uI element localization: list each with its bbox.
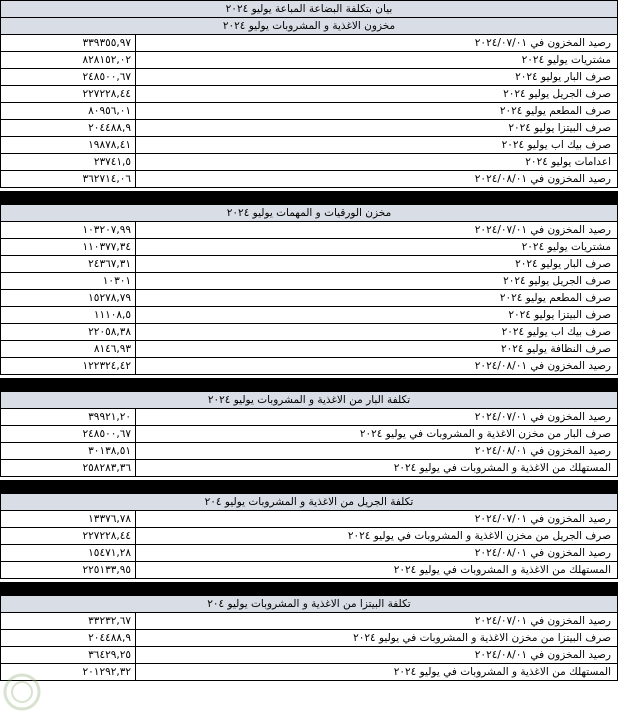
table-row — [0, 528, 618, 545]
row-label: مشتريات يوليو ٢٠٢٤ — [521, 54, 611, 66]
row-value: ٣٦٤٢٩,٢٥ — [1, 647, 136, 663]
row-value: ٢٢٧٢٢٨,٤٤ — [1, 528, 136, 544]
table-row — [0, 137, 618, 154]
row-label: رصيد المخزون في ٢٠٢٤/٠٧/٠١ — [474, 513, 611, 525]
row-label: مشتريات يوليو ٢٠٢٤ — [521, 241, 611, 253]
row-label: المستهلك من الاغذية و المشروبات في يوليو ٢٠٢٤ — [393, 462, 611, 474]
row-value: ٢٢٥١٣٣,٩٥ — [1, 562, 136, 578]
row-label: رصيد المخزون في ٢٠٢٤/٠٨/٠١ — [474, 173, 611, 185]
row-value: ٣٠١٣٨,٥١ — [1, 443, 136, 459]
table-row — [0, 171, 618, 188]
section-divider — [0, 191, 618, 204]
row-label: صرف المطعم يوليو ٢٠٢٤ — [499, 292, 611, 304]
row-label: صرف بيك اب يوليو ٢٠٢٤ — [501, 326, 611, 338]
row-label: صرف البار من مخزن الاغذية و المشروبات في يوليو ٢٠٢٤ — [359, 428, 611, 440]
row-label: اعدامات يوليو ٢٠٢٤ — [525, 156, 611, 168]
table-row — [0, 52, 618, 69]
row-value: ٢٠١٢٩٢,٣٢ — [1, 664, 136, 680]
row-label: رصيد المخزون في ٢٠٢٤/٠٨/٠١ — [474, 547, 611, 559]
row-value: ١١٠٣٧٧,٣٤ — [1, 239, 136, 255]
section-food-beverage-inventory — [0, 18, 618, 188]
row-label: صرف البار يوليو ٢٠٢٤ — [515, 258, 611, 270]
row-value: ٢٠٤٤٨٨,٩ — [1, 630, 136, 646]
row-value: ٣٦٢٧١٤,٠٦ — [1, 171, 136, 187]
table-row — [0, 69, 618, 86]
row-label: المستهلك من الاغذية و المشروبات في يوليو ٢٠٢٤ — [393, 666, 611, 678]
row-value: ٨١٤٦,٩٣ — [1, 341, 136, 357]
section-header: مخزن الورقيات و المهمات يوليو ٢٠٢٤ — [0, 204, 618, 222]
table-row — [0, 443, 618, 460]
table-row — [0, 307, 618, 324]
table-row — [0, 409, 618, 426]
table-row — [0, 103, 618, 120]
row-value: ١٠٣٢٠٧,٩٩ — [1, 222, 136, 238]
row-value: ٢٥٨٢٨٣,٣٦ — [1, 460, 136, 476]
row-label: صرف النظافة يوليو ٢٠٢٤ — [500, 343, 611, 355]
table-row — [0, 154, 618, 171]
table-row — [0, 222, 618, 239]
row-value: ١٢٢٣٢٤,٤٢ — [1, 358, 136, 374]
row-label: رصيد المخزون في ٢٠٢٤/٠٨/٠١ — [474, 445, 611, 457]
table-row — [0, 120, 618, 137]
table-row — [0, 86, 618, 103]
row-label: صرف الجريل من مخزن الاغذية و المشروبات في يوليو ٢٠٢٤ — [347, 530, 611, 542]
table-row — [0, 647, 618, 664]
row-value: ٣٣٢٣٢,٦٧ — [1, 613, 136, 629]
table-row — [0, 511, 618, 528]
table-row — [0, 239, 618, 256]
section-divider — [0, 378, 618, 391]
row-label: رصيد المخزون في ٢٠٢٤/٠٧/٠١ — [474, 37, 611, 49]
row-value: ١٣٣٧٦,٧٨ — [1, 511, 136, 527]
watermark-logo — [2, 672, 42, 712]
row-value: ٨٢٨١٥٢,٠٢ — [1, 52, 136, 68]
row-label: المستهلك من الاغذية و المشروبات في يوليو ٢٠٢٤ — [393, 564, 611, 576]
table-row — [0, 562, 618, 579]
section-header: تكلفة البيتزا من الاغذية و المشروبات يوليو ٢٠٤ — [0, 595, 618, 613]
sheet-title: بيان بتكلفة البضاعة المباعة يوليو ٢٠٢٤ — [0, 0, 618, 18]
section-grill-cost — [0, 493, 618, 579]
row-value: ٨٠٩٥٦,٠١ — [1, 103, 136, 119]
section-header: تكلفة البار من الاغذية و المشروبات يوليو ٢٠٢٤ — [0, 391, 618, 409]
row-value: ٢٢٠٥٨,٣٨ — [1, 324, 136, 340]
section-divider — [0, 582, 618, 595]
row-label: صرف الجريل يوليو ٢٠٢٤ — [503, 275, 611, 287]
row-label: صرف بيك اب يوليو ٢٠٢٤ — [501, 139, 611, 151]
table-row — [0, 341, 618, 358]
table-row — [0, 630, 618, 647]
section-header: تكلفة الجريل من الاغذية و المشروبات يوليو ٢٠٤ — [0, 493, 618, 511]
row-value: ١٥٢٧٨,٧٩ — [1, 290, 136, 306]
row-value: ٢٢٧٢٢٨,٤٤ — [1, 86, 136, 102]
table-row — [0, 256, 618, 273]
row-value: ٢٤٨٥٠٠,٦٧ — [1, 426, 136, 442]
row-value: ٣٣٩٣٥٥,٩٧ — [1, 35, 136, 51]
section-bar-cost — [0, 391, 618, 477]
section-divider — [0, 480, 618, 493]
table-row — [0, 358, 618, 375]
row-label: صرف الجريل يوليو ٢٠٢٤ — [503, 88, 611, 100]
section-header: مخزون الاغذية و المشروبات يوليو ٢٠٢٤ — [0, 18, 618, 35]
row-value: ٢٠٤٤٨٨,٩ — [1, 120, 136, 136]
section-paper-supplies-inventory — [0, 204, 618, 375]
table-row — [0, 426, 618, 443]
table-row — [0, 613, 618, 630]
row-label: رصيد المخزون في ٢٠٢٤/٠٧/٠١ — [474, 224, 611, 236]
row-value: ١٩٨٧٨,٤١ — [1, 137, 136, 153]
row-label: صرف البيتزا يوليو ٢٠٢٤ — [508, 122, 611, 134]
row-label: رصيد المخزون في ٢٠٢٤/٠٨/٠١ — [474, 649, 611, 661]
row-label: رصيد المخزون في ٢٠٢٤/٠٧/٠١ — [474, 411, 611, 423]
row-value: ١٠٣٠١ — [1, 273, 136, 289]
section-pizza-cost — [0, 595, 618, 681]
row-value: ٢٣٧٤١,٥ — [1, 154, 136, 170]
row-value: ٢٤٣٦٧,٣١ — [1, 256, 136, 272]
row-label: صرف البار يوليو ٢٠٢٤ — [515, 71, 611, 83]
row-label: صرف البيتزا من مخزن الاغذية و المشروبات في يوليو ٢٠٢٤ — [353, 632, 611, 644]
table-row — [0, 35, 618, 52]
row-label: صرف المطعم يوليو ٢٠٢٤ — [499, 105, 611, 117]
row-label: صرف البيتزا يوليو ٢٠٢٤ — [508, 309, 611, 321]
table-row — [0, 324, 618, 341]
row-value: ١٥٤٧١,٢٨ — [1, 545, 136, 561]
table-row — [0, 545, 618, 562]
table-row — [0, 460, 618, 477]
row-value: ١١١٠٨,٥ — [1, 307, 136, 323]
table-row — [0, 664, 618, 681]
row-label: رصيد المخزون في ٢٠٢٤/٠٨/٠١ — [474, 360, 611, 372]
table-row — [0, 273, 618, 290]
table-row — [0, 290, 618, 307]
row-value: ٢٤٨٥٠٠,٦٧ — [1, 69, 136, 85]
row-label: رصيد المخزون في ٢٠٢٤/٠٧/٠١ — [474, 615, 611, 627]
row-value: ٣٩٩٢١,٢٠ — [1, 409, 136, 425]
